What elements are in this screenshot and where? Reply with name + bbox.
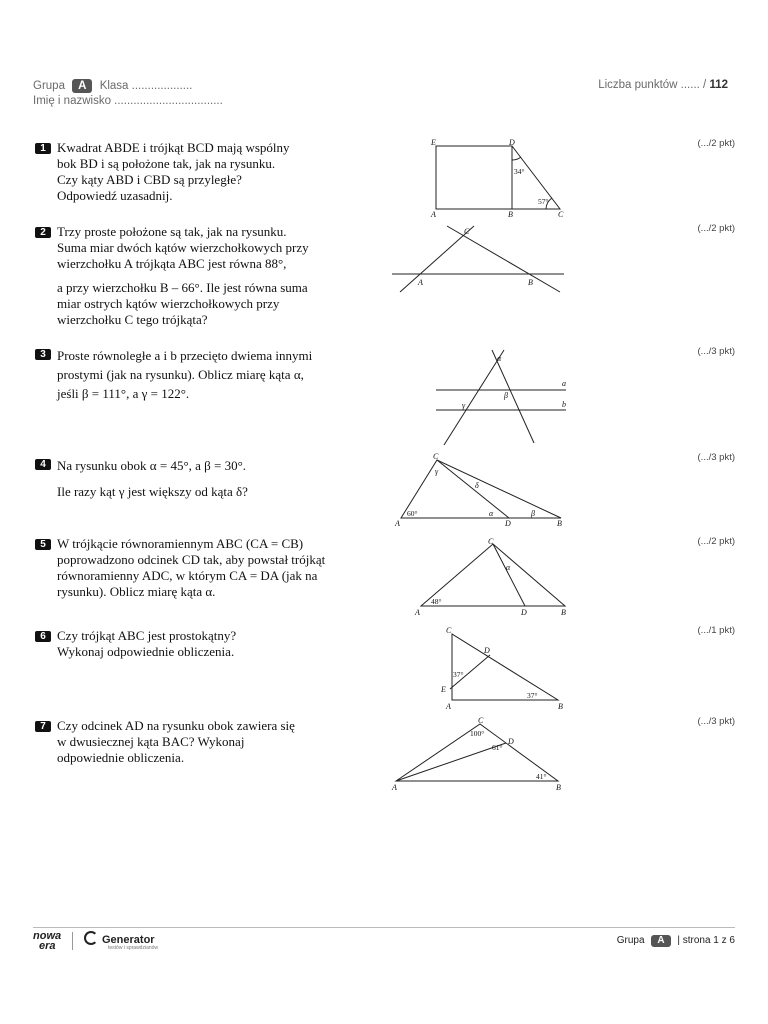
figure-task-3	[430, 345, 570, 445]
footer-group-label: Grupa	[616, 935, 645, 946]
label-a: A	[395, 519, 400, 528]
group-label: Grupa	[33, 80, 65, 92]
label-d: D	[484, 646, 490, 655]
task-line: W trójkącie równoramiennym ABC (CA = CB)	[57, 536, 304, 551]
figure-task-6	[440, 625, 580, 715]
task-line: a przy wierzchołku B – 66°. Ile jest równa suma	[57, 280, 308, 295]
task-line: wierzchołku C tego trójkąta?	[57, 312, 208, 327]
angle-37-c: 37°	[453, 670, 464, 679]
angle-57: 57°	[538, 197, 549, 206]
segment-cd	[493, 544, 525, 606]
angle-41: 41°	[536, 772, 547, 781]
label-beta: β	[531, 509, 535, 518]
label-e: E	[441, 685, 446, 694]
label-b: B	[561, 608, 566, 617]
task-text	[57, 140, 290, 204]
figure-task-5	[413, 536, 583, 616]
nowa-era-logo	[33, 931, 61, 951]
label-alpha: α	[506, 563, 511, 572]
group-badge: A	[72, 79, 92, 93]
generator-icon	[84, 931, 98, 945]
label-c: C	[558, 210, 564, 219]
task-line: odpowiednie obliczenia.	[57, 750, 185, 765]
task-line: Kwadrat ABDE i trójkąt BCD mają wspólny	[57, 140, 290, 155]
task-number: 6	[35, 631, 51, 642]
label-c: C	[433, 452, 439, 461]
task-number: 3	[35, 349, 51, 360]
task-number: 2	[35, 227, 51, 238]
label-c: C	[464, 227, 470, 236]
task-line: Odpowiedź uzasadnij.	[57, 188, 173, 203]
transversal-1	[444, 350, 504, 445]
label-alpha: α	[497, 354, 502, 363]
square-abde	[436, 146, 512, 209]
label-a: A	[446, 702, 451, 711]
label-gamma: γ	[462, 401, 466, 410]
task-line: Czy kąty ABD i CBD są przyległe?	[57, 172, 242, 187]
label-d: D	[505, 519, 511, 528]
generator-title: Generator	[102, 934, 155, 946]
figure-task-7	[390, 714, 570, 794]
task-text	[57, 453, 248, 505]
label-c: C	[446, 626, 452, 635]
label-b: b	[562, 400, 566, 409]
line-ac	[400, 226, 474, 292]
angle-100: 100°	[470, 729, 485, 738]
figure-task-2	[392, 222, 572, 297]
task-line: Proste równoległe a i b przecięto dwiema innymi	[57, 348, 313, 363]
label-beta: β	[504, 391, 508, 400]
name-line: Imię i nazwisko ..................................	[33, 95, 223, 107]
task-number: 5	[35, 539, 51, 550]
task-line: poprowadzono odcinek CD tak, aby powstał trójkąt	[57, 552, 326, 567]
triangle-abc	[401, 460, 561, 518]
triangle-bcd	[512, 146, 560, 209]
label-delta: δ	[475, 481, 479, 490]
label-a: A	[431, 210, 436, 219]
task-line: w dwusiecznej kąta BAC? Wykonaj	[57, 734, 245, 749]
label-c: C	[478, 716, 484, 725]
label-e: E	[431, 138, 436, 147]
label-b: B	[556, 783, 561, 792]
task-line: rysunku). Oblicz miarę kąta α.	[57, 584, 216, 599]
footer-page-label: | strona 1 z 6	[677, 935, 735, 946]
footer-divider	[33, 927, 735, 928]
task-line: Trzy proste położone są tak, jak na rysunku.	[57, 224, 287, 239]
task-points: (.../2 pkt)	[697, 536, 735, 547]
label-d: D	[509, 138, 515, 147]
logo-brand-line: era	[39, 940, 56, 952]
label-c: C	[488, 537, 494, 546]
generator-logo	[84, 931, 158, 951]
task-text	[57, 346, 312, 403]
label-d: D	[521, 608, 527, 617]
label-a: a	[562, 379, 566, 388]
footer-page-info	[617, 935, 735, 947]
transversal-2	[492, 350, 534, 443]
angle-34: 34°	[514, 167, 525, 176]
task-text	[57, 628, 236, 660]
angle-37-b: 37°	[527, 691, 538, 700]
segment-ad	[396, 743, 506, 781]
task-number: 4	[35, 459, 51, 470]
logo-separator	[72, 932, 73, 950]
task-points: (.../3 pkt)	[697, 346, 735, 357]
points-label: Liczba punktów ...... /	[598, 79, 707, 91]
task-points: (.../2 pkt)	[697, 138, 735, 149]
generator-subtitle: testów i sprawdzianów	[108, 945, 159, 951]
class-label: Klasa ...................	[99, 80, 193, 92]
label-b: B	[558, 702, 563, 711]
label-a: A	[418, 278, 423, 287]
label-d: D	[508, 737, 514, 746]
footer-group-badge: A	[651, 935, 670, 947]
label-alpha: α	[489, 509, 494, 518]
task-number: 7	[35, 721, 51, 732]
task-line: miar ostrych kątów wierzchołkowych przy	[57, 296, 280, 311]
label-gamma: γ	[435, 467, 439, 476]
task-line: Na rysunku obok α = 45°, a β = 30°.	[57, 458, 247, 473]
task-points: (.../3 pkt)	[697, 716, 735, 727]
angle-arc	[512, 157, 521, 160]
task-line: Wykonaj odpowiednie obliczenia.	[57, 644, 235, 659]
task-line: Ile razy kąt γ jest większy od kąta δ?	[57, 484, 248, 499]
label-b: B	[528, 278, 533, 287]
label-a: A	[392, 783, 397, 792]
task-points: (.../3 pkt)	[697, 452, 735, 463]
task-number: 1	[35, 143, 51, 154]
task-line: równoramienny ADC, w którym CA = DA (jak na	[57, 568, 318, 583]
figure-task-4	[393, 452, 573, 527]
figure-task-1	[428, 138, 578, 218]
task-line: prostymi (jak na rysunku). Oblicz miarę kąta α,	[57, 367, 304, 382]
label-a: A	[415, 608, 420, 617]
task-line: Czy odcinek AD na rysunku obok zawiera się	[57, 718, 295, 733]
label-b: B	[557, 519, 562, 528]
angle-60: 60°	[407, 509, 418, 518]
task-line: jeśli β = 111°, a γ = 122°.	[57, 386, 190, 401]
triangle-abc	[452, 634, 558, 700]
task-line: Suma miar dwóch kątów wierzchołkowych przy	[57, 240, 309, 255]
triangle-abc	[421, 544, 565, 606]
angle-61: 61°	[492, 743, 503, 752]
points-total-line	[598, 79, 728, 91]
points-total: 112	[709, 79, 728, 91]
label-b: B	[508, 210, 513, 219]
task-text	[57, 718, 295, 766]
task-line: wierzchołku A trójkąta ABC jest równa 88°,	[57, 256, 287, 271]
group-class-line	[33, 79, 192, 93]
task-line: bok BD i są położone tak, jak na rysunku.	[57, 156, 276, 171]
task-text	[57, 224, 309, 328]
task-points: (.../1 pkt)	[697, 625, 735, 636]
task-text	[57, 536, 325, 600]
task-points: (.../2 pkt)	[697, 223, 735, 234]
task-line: Czy trójkąt ABC jest prostokątny?	[57, 628, 237, 643]
angle-48: 48°	[431, 597, 442, 606]
logo-brand-line: nowa	[33, 930, 62, 942]
